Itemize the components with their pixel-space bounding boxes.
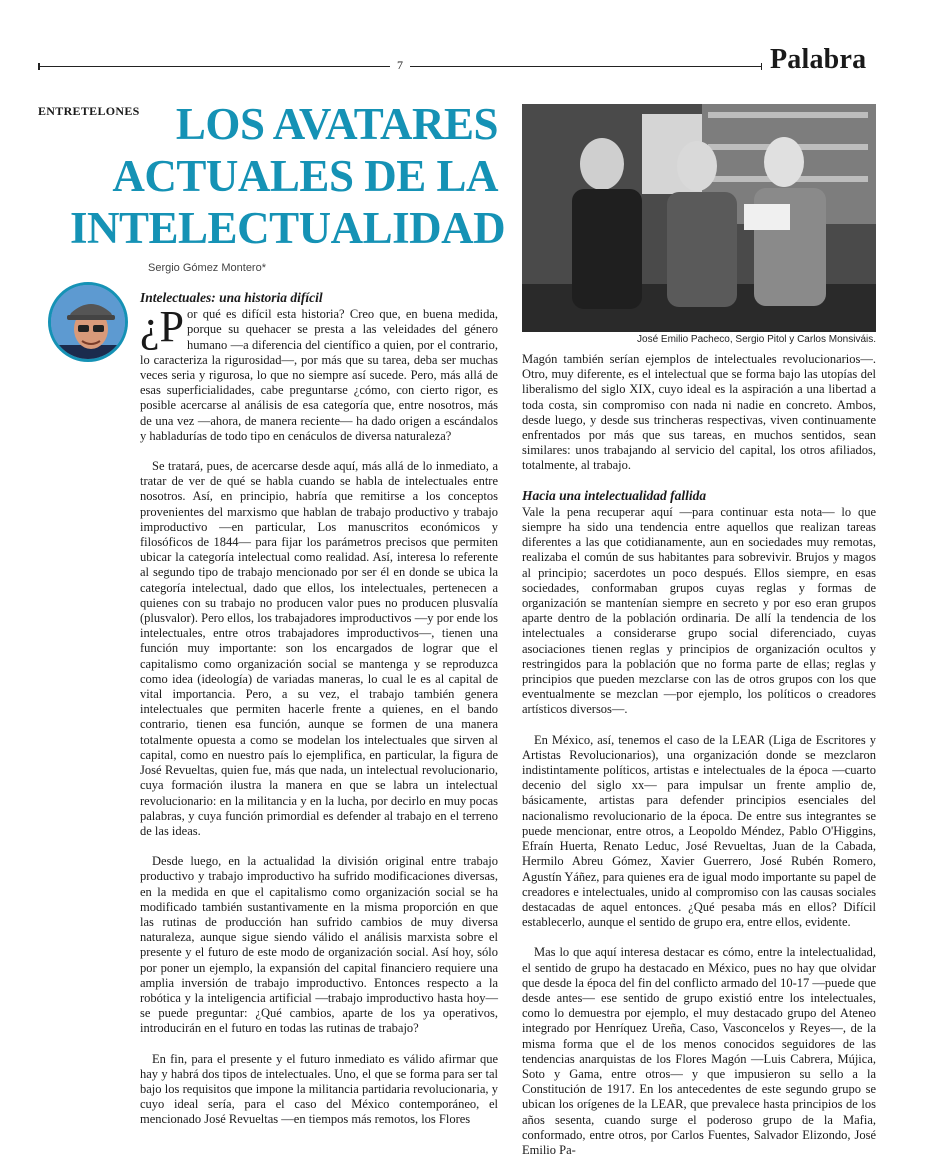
brand-logo: Palabra bbox=[770, 44, 867, 75]
photo-caption: José Emilio Pacheco, Sergio Pitol y Carlos Monsiváis. bbox=[637, 334, 876, 345]
page-number: 7 bbox=[397, 58, 403, 72]
subhead-2: Hacia una intelectualidad fallida bbox=[522, 487, 707, 503]
headline bbox=[70, 98, 506, 254]
intro-paragraph bbox=[140, 302, 498, 444]
paragraph: En fin, para el presente y el futuro inmediato es válido afirmar que hay y habrá dos tipos de intelectuales. Uno, el que se forma para ser tal bajo los requisitos que impone la militancia partidaria revolucionaria, y cuyo ideal sería, para el caso del México contemporáneo, el mencionado José Revueltas —en tiempos más remotos, los Flores bbox=[140, 1051, 498, 1127]
header-line-left bbox=[38, 66, 390, 67]
section-label: ENTRETELONES bbox=[38, 104, 140, 118]
paragraph: Se tratará, pues, de acercarse desde aquí, más allá de lo inmediato, a tratar de ver de qué se habla cuando se habla de intelectuales entre nosotros. Así, en principio, habría que remitirse a los conceptos provenientes del marxismo que hablan de trabajo productivo y trabajo improductivo —en particular, Los manuscritos económicos y filosóficos de 1844— para fijar los parámetros precisos que permiten ubicar la categoría intelectual como realidad. Así, interesa lo referente al segundo tipo de trabajo mencionado por ser él en donde se ubica la categoría intelectual, dado que ellos, los intelectuales, pertenecen a quienes con su trabajo no producen valor pues no producen plusvalía (plusvalor). Pero ellos, los trabajadores improductivos —y por ende los intelectuales, entre otros trabajadores improductivos—, tienen una función muy importante: son los encargados de lograr que el capitalismo como organización social se mantenga y se reproduzca como idea (ideología) de variadas maneras, lo cual le es al capital de vital importancia. Pero, a su vez, el trabajo también genera intelectuales que permiten hacerle frente a quienes, en el bando contrario, tienen esa función, aunque se formen de una manera totalmente opuesta a como se modelan los intelectuales que sirven al capital, como en nuestro país lo ejemplifica, en particular, la figura de José Revueltas, quien fue, más que nada, un intelectual revolucionario, cuya formación ilustra la manera en que se labra un intelectual revolucionario: en la militancia y en la lucha, por decirlo en muy pocas palabras, y cuya función primordial es defender al trabajo en el terreno de las ideas. bbox=[140, 459, 498, 838]
paragraph: Mas lo que aquí interesa destacar es cómo, entre la intelectualidad, el sentido de grupo ha destacado en México, pues no hay que olvidar que desde la época del fin del conflicto armado del 10-17 —puede que desde antes— ese sentido de grupo existió entre los intelectuales, como lo demuestra por ejemplo, el muy destacado grupo del Ateneo integrado por Henríquez Ureña, Caso, Vasconcelos y Reyes—, de la misma forma que el de los menos conocidos seguidores de las tendencias anarquistas de los Flores Magón —Luis Cabrera, Mújica, Soto y Gama, entre otros— y que impusieron su sello a la Constitución de 1917. En los antecedentes de este segundo grupo se ubican los orígenes de la LEAR, que prevalece hasta principios de los años sesenta, cuando surge el poderoso grupo de la Mafia, conformado, entre otros, por Carlos Fuentes, Salvador Elizondo, José Emilio Pa- bbox=[522, 945, 876, 1157]
paragraph: Vale la pena recuperar aquí —para continuar esta nota— lo que siempre ha sido una tendencia entre aquellos que realizan tareas diferentes a las que cotidianamente, aun en sociedades muy remotas, realizaba el común de sus habitantes para sobrevivir. Brujos y magos al principio; sacerdotes un poco después. Ellos siempre, en esas sociedades, conformaban grupos cuyas reglas y formas de organización se mantenían siempre en secreto y por eso eran grupos aparte dentro de la población ordinaria. De allí la tendencia de los intelectuales a considerarse grupo social diferenciado, cuyas asociaciones tienen reglas y principios de organización ocultos y restringidos para la población que no forma parte de ellas; reglas y principios que pueden mezclarse con las de otros grupos con los que eventualmente se mezclan —por ejemplo, los políticos o creadores artísticos diversos—. bbox=[522, 504, 876, 717]
subhead-1: Intelectuales: una historia difícil bbox=[140, 290, 323, 305]
headline-line: ACTUALES DE LA bbox=[112, 151, 498, 201]
article-photo bbox=[522, 104, 876, 332]
paragraph: Desde luego, en la actualidad la división original entre trabajo productivo y trabajo improductivo ha sufrido modificaciones diversas, en la medida en que el capitalismo como organización social se ha modificado también sustantivamente en la misma proporción en que las rutinas de producción han sufrido cambios de muy diversa naturaleza, aunque sigue siendo válido el análisis marxista sobre el presente y el futuro de este modo de organización social. Así hoy, sólo por poner un ejemplo, la expansión del capital financiero requiere una amplia inversión de trabajo improductivo. Entonces respecto a la robótica y la inteligencia artificial —trabajo improductivo hasta hoy— se puede preguntar: ¿Qué cambios, aparte de los ya operativos, introducirán en el futuro en todas las rutinas de trabajo? bbox=[140, 854, 498, 1036]
article-column-2 bbox=[522, 352, 876, 1158]
author-avatar bbox=[48, 282, 128, 362]
photo-three-men-icon bbox=[522, 104, 876, 332]
header-line-right bbox=[410, 66, 762, 67]
headline-line: INTELECTUALIDAD bbox=[70, 203, 506, 253]
byline: Sergio Gómez Montero* bbox=[148, 262, 266, 274]
author-portrait-icon bbox=[51, 285, 128, 362]
paragraph: En México, así, tenemos el caso de la LEAR (Liga de Escritores y Artistas Revolucionarios), una organización donde se mezclaron indistintamente políticos, artistas e intelectuales de la época —cuarto decenio del siglo xx— para impulsar un frente amplio de, básicamente, artistas para defender principios esenciales del nacionalismo revolucionario de la época. De entre sus integrantes se puede mencionar, entre otros, a Leopoldo Méndez, Pablo O'Higgins, Efraín Huerta, Renato Leduc, José Revueltas, Juan de la Cabada, Hermilo Abreu Gómez, Xavier Guerrero, José Rubén Romero, Agustín Yáñez, para quienes era de igual modo importante su papel de creadores e intelectuales, unido al compromiso con las causas sociales destacadas de aquel entonces. ¿Qué pesaba más en ellos? Difícil establecerlo, aunque el sentido de grupo era, entre ellos, evidente. bbox=[522, 732, 876, 930]
headline-line: LOS AVATARES bbox=[175, 99, 498, 149]
paragraph: Magón también serían ejemplos de intelectuales revolucionarios—. Otro, muy diferente, es el intelectual que se forma bajo las utopías del liberalismo del siglo XIX, cuyo ideal es la aspiración a una libertad a toda costa, sin compromiso con nada ni nadie en concreto. Ambos, desde luego, y desde sus trincheras respectivas, viven continuamente enfrentados por más que sus tareas, en muchos sentidos, sean similares: unos trabajando al servicio del capital, los otros afiliados, totalmente, al trabajo. bbox=[522, 352, 876, 473]
intro-block bbox=[140, 290, 498, 1128]
drop-cap: ¿P bbox=[140, 302, 184, 352]
intro-text: or qué es difícil esta historia? Creo que, en buena medida, porque su quehacer se presta a las veleidades del género humano —a diferencia del científico a quien, por el contrario, lo caracteriza la rigurosidad—, por más que su tarea, deba ser muchas veces seria y rigurosa, lo que no siempre así sucede. Pero, más allá de esas superficialidades, cabe preguntarse ¿cómo, con cierto rigor, es posible acercarse al análisis de esa categoría que, entre nosotros, más de una vez —ahora, de manera reciente— ha dado origen a escándalos y habladurías de todo tipo en cenáculos de diversa naturaleza? bbox=[140, 307, 498, 443]
